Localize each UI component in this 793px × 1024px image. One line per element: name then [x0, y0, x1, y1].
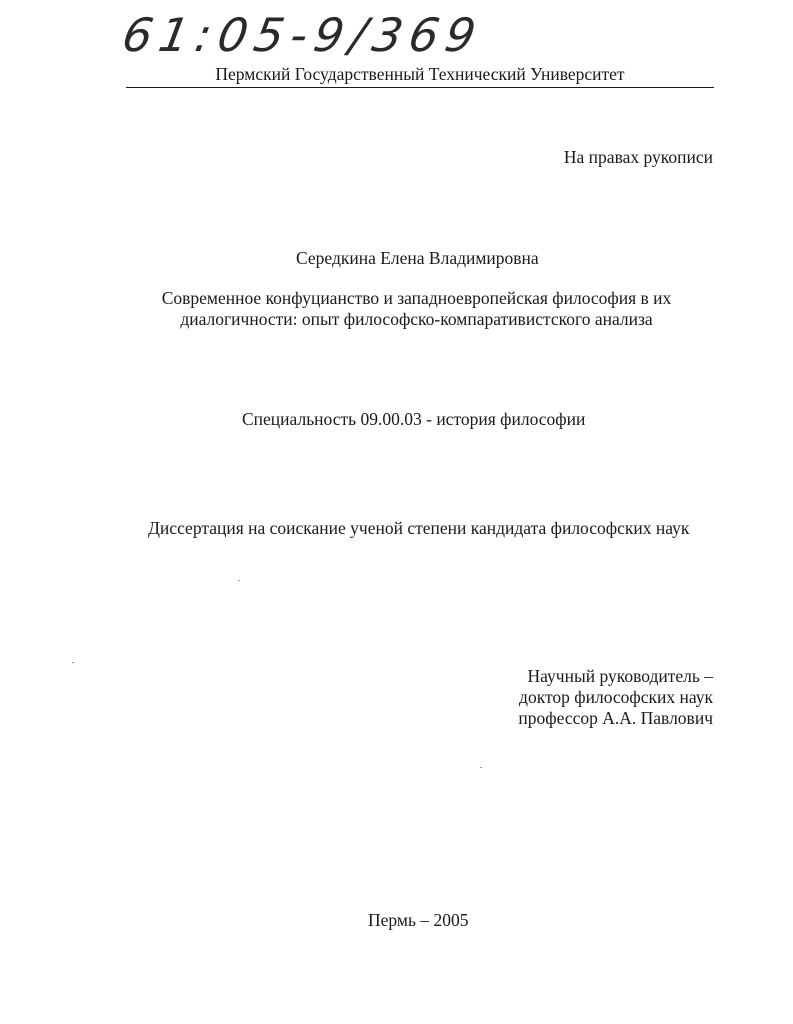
title-line-1: Современное конфуцианство и западноевропейская философия в их	[161, 288, 672, 308]
scan-speck	[72, 662, 74, 663]
scan-speck	[480, 767, 482, 768]
handwritten-archive-code: 61:05-9/369	[118, 8, 487, 62]
supervisor-name: профессор А.А. Павлович	[518, 708, 713, 728]
supervisor-degree: доктор философских наук	[519, 687, 713, 707]
supervisor-label: Научный руководитель –	[527, 666, 713, 686]
header-rule	[126, 87, 714, 88]
scan-speck	[238, 580, 240, 581]
university-header: Пермский Государственный Технический Университет	[215, 64, 625, 84]
author-name: Середкина Елена Владимировна	[296, 248, 539, 268]
dissertation-statement: Диссертация на соискание ученой степени кандидата философских наук	[148, 518, 690, 538]
city-year: Пермь – 2005	[368, 910, 469, 930]
title-line-2: диалогичности: опыт философско-компаративистского анализа	[180, 309, 653, 329]
rights-note: На правах рукописи	[563, 147, 713, 167]
specialty: Специальность 09.00.03 - история философии	[242, 409, 586, 429]
